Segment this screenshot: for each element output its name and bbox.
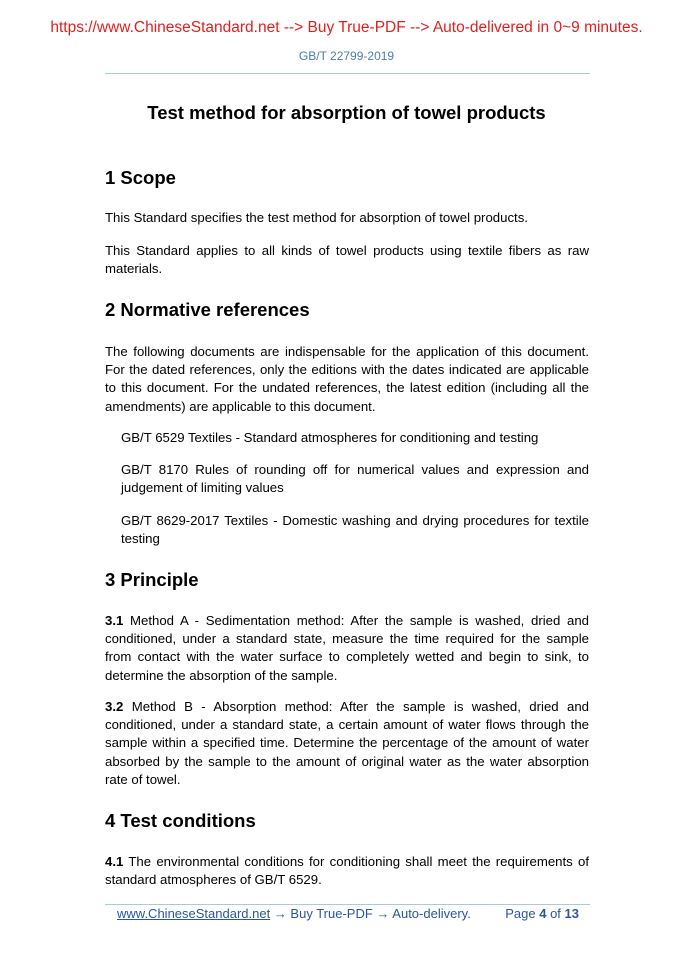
page-label: Page (505, 906, 540, 921)
principle-3-1 (105, 612, 589, 685)
section-heading-principle: 3 Principle (105, 569, 199, 590)
clause-number: 4.1 (105, 854, 124, 869)
section-heading-normative: 2 Normative references (105, 299, 310, 320)
footer-promo (117, 906, 471, 921)
page-footer (117, 906, 579, 921)
reference-item: GB/T 8170 Rules of rounding off for numerical values and expression and judgement of limiting values (121, 462, 589, 496)
clause-text: Method A - Sedimentation method: After the sample is washed, dried and conditioned, under a standard state, measure the time required for the sample from contact with the water surface to completely wetted and begin to sink, to determine the absorption of the sample. (105, 613, 589, 683)
clause-number: 3.1 (105, 613, 124, 628)
footer-text: → Buy True-PDF → Auto-delivery. (270, 906, 471, 921)
page-number: 4 (539, 906, 547, 921)
promo-banner[interactable]: https://www.ChineseStandard.net --> Buy True-PDF --> Auto-delivered in 0~9 minutes. (50, 19, 643, 36)
page-indicator (505, 906, 579, 921)
scope-paragraph-2: This Standard applies to all kinds of towel products using textile fibers as raw materials. (105, 243, 589, 277)
normative-intro: The following documents are indispensable for the application of this document. For the dated references, only the editions with the dates indicated are applicable to this document. For the undated references, the latest edition (including all the amendments) are applicable to this document. (105, 344, 589, 414)
scope-paragraph-1: This Standard specifies the test method for absorption of towel products. (105, 210, 528, 225)
reference-item: GB/T 8629-2017 Textiles - Domestic washing and drying procedures for textile testing (121, 513, 589, 547)
clause-text: The environmental conditions for conditioning shall meet the requirements of standard atmospheres of GB/T 6529. (105, 854, 589, 888)
page-total: 13 (564, 906, 579, 921)
standard-number: GB/T 22799-2019 (298, 49, 395, 63)
document-title: Test method for absorption of towel products (147, 102, 546, 123)
header-divider (105, 73, 590, 74)
clause-text: Method B - Absorption method: After the sample is washed, dried and conditioned, under a standard state, a certain amount of water flows through the sample within a specified time. Determine the percentage of the amount of water absorbed by the sample to the amount of original water as the water absorption rate of towel. (105, 699, 589, 787)
footer-divider (105, 904, 590, 905)
footer-link[interactable]: www.ChineseStandard.net (117, 906, 271, 921)
of-label: of (546, 906, 565, 921)
conditions-4-1 (105, 853, 589, 889)
principle-3-2 (105, 698, 589, 789)
section-heading-scope: 1 Scope (105, 167, 176, 188)
section-heading-conditions: 4 Test conditions (105, 810, 256, 831)
reference-item: GB/T 6529 Textiles - Standard atmospheres for conditioning and testing (121, 430, 539, 445)
clause-number: 3.2 (105, 699, 124, 714)
